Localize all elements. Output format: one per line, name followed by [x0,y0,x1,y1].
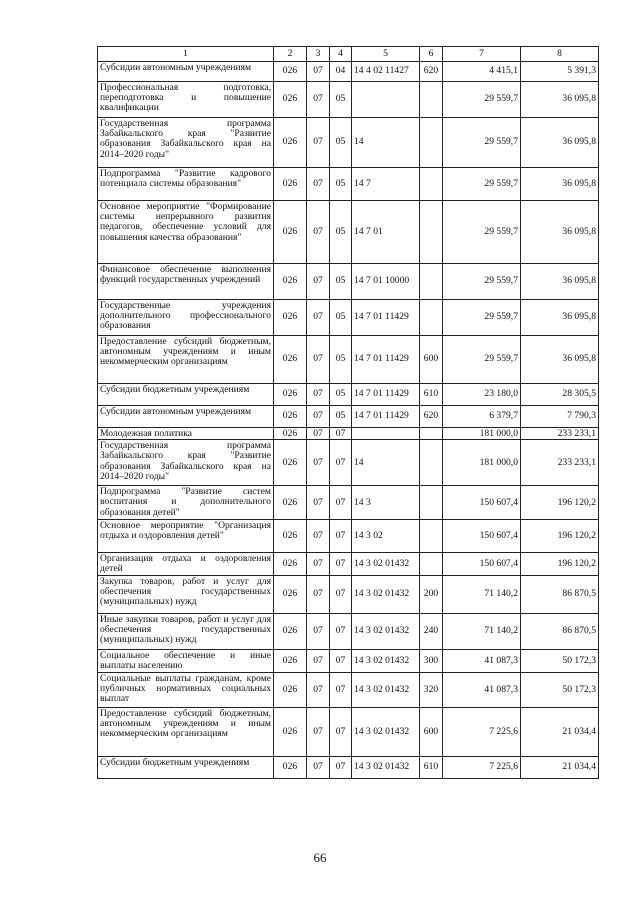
row-target-article-cell: 14 4 02 11427 [352,62,420,82]
row-subsection-cell: 05 [330,384,352,406]
row-amount-2018-cell: 7 790,3 [521,406,599,428]
row-section-cell: 07 [307,62,330,82]
row-subsection-cell: 07 [330,520,352,553]
table-row [98,520,599,553]
row-amount-2018-cell: 233 233,1 [521,440,599,486]
row-target-article-cell: 14 3 02 01432 [352,575,420,613]
table-row [98,486,599,520]
row-target-article-cell: 14 [352,440,420,486]
row-name-cell: Социальное обеспечение и иные выплаты населению [98,649,274,672]
row-amount-2018-cell: 233 233,1 [521,428,599,440]
row-admin-code-cell: 026 [274,168,307,201]
row-section-cell: 07 [307,756,330,778]
row-subsection-cell: 05 [330,406,352,428]
row-expense-type-cell [420,440,443,486]
row-name-cell: Основное мероприятие "Формирование системы непрерывного развития педагогов, обеспечение условий для повышения качества образования" [98,201,274,264]
row-admin-code-cell: 026 [274,336,307,384]
row-subsection-cell: 04 [330,62,352,82]
row-section-cell: 07 [307,201,330,264]
row-amount-2017-cell: 29 559,7 [443,82,521,118]
row-subsection-cell: 05 [330,82,352,118]
row-amount-2017-cell: 150 607,4 [443,520,521,553]
row-admin-code-cell: 026 [274,428,307,440]
header-row [98,47,599,62]
row-subsection-cell: 07 [330,440,352,486]
row-admin-code-cell: 026 [274,649,307,672]
row-amount-2018-cell: 36 095,8 [521,336,599,384]
row-subsection-cell: 07 [330,428,352,440]
row-admin-code-cell: 026 [274,82,307,118]
header-cell-3: 3 [307,47,330,62]
row-expense-type-cell [420,82,443,118]
row-name-cell: Подпрограмма "Развитие кадрового потенциала системы образования" [98,168,274,201]
row-section-cell: 07 [307,118,330,168]
row-admin-code-cell: 026 [274,707,307,756]
row-admin-code-cell: 026 [274,300,307,336]
row-amount-2018-cell: 21 034,4 [521,707,599,756]
row-amount-2017-cell: 29 559,7 [443,201,521,264]
row-admin-code-cell: 026 [274,440,307,486]
row-name-cell: Социальные выплаты гражданам, кроме публичных нормативных социальных выплат [98,672,274,707]
row-amount-2018-cell: 36 095,8 [521,201,599,264]
row-amount-2017-cell: 29 559,7 [443,118,521,168]
page-number: 66 [313,850,327,865]
row-amount-2018-cell: 86 870,5 [521,575,599,613]
row-amount-2017-cell: 29 559,7 [443,264,521,300]
row-amount-2017-cell: 7 225,6 [443,707,521,756]
row-amount-2018-cell: 86 870,5 [521,613,599,649]
table-row [98,300,599,336]
row-name-cell: Финансовое обеспечение выполнения функций государственных учреждений [98,264,274,300]
header-cell-5: 5 [352,47,420,62]
table-body [98,47,599,779]
header-cell-8: 8 [521,47,599,62]
row-amount-2018-cell: 36 095,8 [521,168,599,201]
row-expense-type-cell: 620 [420,406,443,428]
row-subsection-cell: 05 [330,168,352,201]
row-name-cell: Субсидии бюджетным учреждениям [98,756,274,778]
row-expense-type-cell [420,520,443,553]
row-subsection-cell: 07 [330,486,352,520]
row-amount-2017-cell: 29 559,7 [443,168,521,201]
row-amount-2017-cell: 71 140,2 [443,613,521,649]
table-row [98,201,599,264]
row-name-cell: Иные закупки товаров, работ и услуг для обеспечения государственных (муниципальных) нужд [98,613,274,649]
row-subsection-cell: 07 [330,707,352,756]
row-expense-type-cell: 320 [420,672,443,707]
table-row [98,62,599,82]
row-name-cell: Закупка товаров, работ и услуг для обеспечения государственных (муниципальных) нужд [98,575,274,613]
row-admin-code-cell: 026 [274,406,307,428]
row-expense-type-cell: 600 [420,336,443,384]
row-amount-2017-cell: 7 225,6 [443,756,521,778]
row-name-cell: Субсидии автономным учреждениям [98,406,274,428]
row-target-article-cell: 14 7 01 11429 [352,406,420,428]
row-name-cell: Предоставление субсидий бюджетным, автономным учреждениям и иным некоммерческим организациям [98,336,274,384]
row-amount-2017-cell: 150 607,4 [443,553,521,575]
row-expense-type-cell [420,201,443,264]
budget-table [97,46,599,779]
row-amount-2017-cell: 41 087,3 [443,672,521,707]
row-expense-type-cell: 610 [420,756,443,778]
header-cell-6: 6 [420,47,443,62]
row-name-cell: Организация отдыха и оздоровления детей [98,553,274,575]
table-row [98,553,599,575]
row-admin-code-cell: 026 [274,756,307,778]
row-admin-code-cell: 026 [274,62,307,82]
row-expense-type-cell [420,428,443,440]
row-amount-2018-cell: 50 172,3 [521,649,599,672]
row-target-article-cell: 14 [352,118,420,168]
row-section-cell: 07 [307,486,330,520]
row-amount-2018-cell: 5 391,3 [521,62,599,82]
row-subsection-cell: 05 [330,118,352,168]
row-target-article-cell: 14 3 02 01432 [352,613,420,649]
row-section-cell: 07 [307,649,330,672]
row-subsection-cell: 07 [330,553,352,575]
row-expense-type-cell [420,553,443,575]
row-section-cell: 07 [307,264,330,300]
row-amount-2017-cell: 181 000,0 [443,428,521,440]
row-admin-code-cell: 026 [274,118,307,168]
table-row [98,575,599,613]
row-amount-2017-cell: 29 559,7 [443,300,521,336]
row-target-article-cell: 14 7 01 10000 [352,264,420,300]
row-target-article-cell: 14 7 [352,168,420,201]
row-amount-2018-cell: 196 120,2 [521,486,599,520]
row-name-cell: Государственные учреждения дополнительного профессионального образования [98,300,274,336]
row-amount-2018-cell: 28 305,5 [521,384,599,406]
row-amount-2018-cell: 36 095,8 [521,300,599,336]
row-section-cell: 07 [307,575,330,613]
row-name-cell: Государственная программа Забайкальского края "Развитие образования Забайкальского края на 2014–2020 годы" [98,118,274,168]
row-amount-2018-cell: 196 120,2 [521,520,599,553]
row-admin-code-cell: 026 [274,553,307,575]
row-subsection-cell: 07 [330,649,352,672]
row-name-cell: Субсидии бюджетным учреждениям [98,384,274,406]
table-row [98,613,599,649]
row-subsection-cell: 07 [330,672,352,707]
row-amount-2017-cell: 71 140,2 [443,575,521,613]
header-cell-4: 4 [330,47,352,62]
row-expense-type-cell [420,486,443,520]
row-expense-type-cell [420,264,443,300]
table-row [98,406,599,428]
row-section-cell: 07 [307,384,330,406]
row-target-article-cell [352,428,420,440]
row-expense-type-cell [420,300,443,336]
row-target-article-cell [352,82,420,118]
row-admin-code-cell: 026 [274,613,307,649]
row-admin-code-cell: 026 [274,201,307,264]
row-name-cell: Профессиональная подготовка, переподготовка и повышение квалификации [98,82,274,118]
table-row [98,649,599,672]
row-admin-code-cell: 026 [274,520,307,553]
row-expense-type-cell: 620 [420,62,443,82]
row-admin-code-cell: 026 [274,672,307,707]
row-section-cell: 07 [307,336,330,384]
row-target-article-cell: 14 7 01 [352,201,420,264]
row-section-cell: 07 [307,672,330,707]
row-name-cell: Основное мероприятие "Организация отдыха и оздоровления детей" [98,520,274,553]
row-target-article-cell: 14 7 01 11429 [352,384,420,406]
row-amount-2017-cell: 6 379,7 [443,406,521,428]
row-subsection-cell: 07 [330,756,352,778]
row-target-article-cell: 14 3 [352,486,420,520]
table-row [98,672,599,707]
row-section-cell: 07 [307,428,330,440]
row-subsection-cell: 07 [330,575,352,613]
table-row [98,264,599,300]
table-row [98,384,599,406]
row-target-article-cell: 14 3 02 01432 [352,707,420,756]
row-section-cell: 07 [307,82,330,118]
table-row [98,168,599,201]
row-subsection-cell: 05 [330,336,352,384]
table-row [98,82,599,118]
header-cell-1: 1 [98,47,274,62]
table-row [98,428,599,440]
budget-table-sheet [97,46,598,779]
row-expense-type-cell: 300 [420,649,443,672]
row-name-cell: Субсидии автономным учреждениям [98,62,274,82]
row-target-article-cell: 14 3 02 01432 [352,553,420,575]
row-name-cell: Государственная программа Забайкальского края "Развитие образования Забайкальского края на 2014–2020 годы" [98,440,274,486]
row-target-article-cell: 14 3 02 01432 [352,756,420,778]
row-expense-type-cell: 240 [420,613,443,649]
row-amount-2017-cell: 41 087,3 [443,649,521,672]
row-admin-code-cell: 026 [274,384,307,406]
row-subsection-cell: 05 [330,264,352,300]
row-subsection-cell: 05 [330,300,352,336]
row-target-article-cell: 14 7 01 11429 [352,336,420,384]
row-amount-2017-cell: 29 559,7 [443,336,521,384]
table-row [98,756,599,778]
row-section-cell: 07 [307,707,330,756]
row-expense-type-cell: 600 [420,707,443,756]
row-target-article-cell: 14 3 02 01432 [352,649,420,672]
row-name-cell: Предоставление субсидий бюджетным, автономным учреждениям и иным некоммерческим организациям [98,707,274,756]
table-row [98,336,599,384]
row-amount-2017-cell: 23 180,0 [443,384,521,406]
row-admin-code-cell: 026 [274,486,307,520]
row-name-cell: Молодежная политика [98,428,274,440]
row-subsection-cell: 05 [330,201,352,264]
row-name-cell: Подпрограмма "Развитие систем воспитания и дополнительного образования детей" [98,486,274,520]
row-expense-type-cell: 610 [420,384,443,406]
row-expense-type-cell: 200 [420,575,443,613]
row-admin-code-cell: 026 [274,264,307,300]
header-cell-7: 7 [443,47,521,62]
table-row [98,118,599,168]
row-target-article-cell: 14 7 01 11429 [352,300,420,336]
row-amount-2017-cell: 150 607,4 [443,486,521,520]
row-section-cell: 07 [307,168,330,201]
row-amount-2017-cell: 4 415,1 [443,62,521,82]
row-expense-type-cell [420,118,443,168]
row-target-article-cell: 14 3 02 01432 [352,672,420,707]
row-target-article-cell: 14 3 02 [352,520,420,553]
row-subsection-cell: 07 [330,613,352,649]
table-row [98,440,599,486]
row-admin-code-cell: 026 [274,575,307,613]
row-amount-2018-cell: 21 034,4 [521,756,599,778]
row-amount-2018-cell: 36 095,8 [521,264,599,300]
row-section-cell: 07 [307,300,330,336]
row-section-cell: 07 [307,553,330,575]
row-section-cell: 07 [307,613,330,649]
row-amount-2018-cell: 36 095,8 [521,82,599,118]
row-amount-2018-cell: 50 172,3 [521,672,599,707]
table-row [98,707,599,756]
row-section-cell: 07 [307,406,330,428]
row-section-cell: 07 [307,440,330,486]
row-amount-2017-cell: 181 000,0 [443,440,521,486]
row-amount-2018-cell: 36 095,8 [521,118,599,168]
row-section-cell: 07 [307,520,330,553]
row-expense-type-cell [420,168,443,201]
row-amount-2018-cell: 196 120,2 [521,553,599,575]
header-cell-2: 2 [274,47,307,62]
